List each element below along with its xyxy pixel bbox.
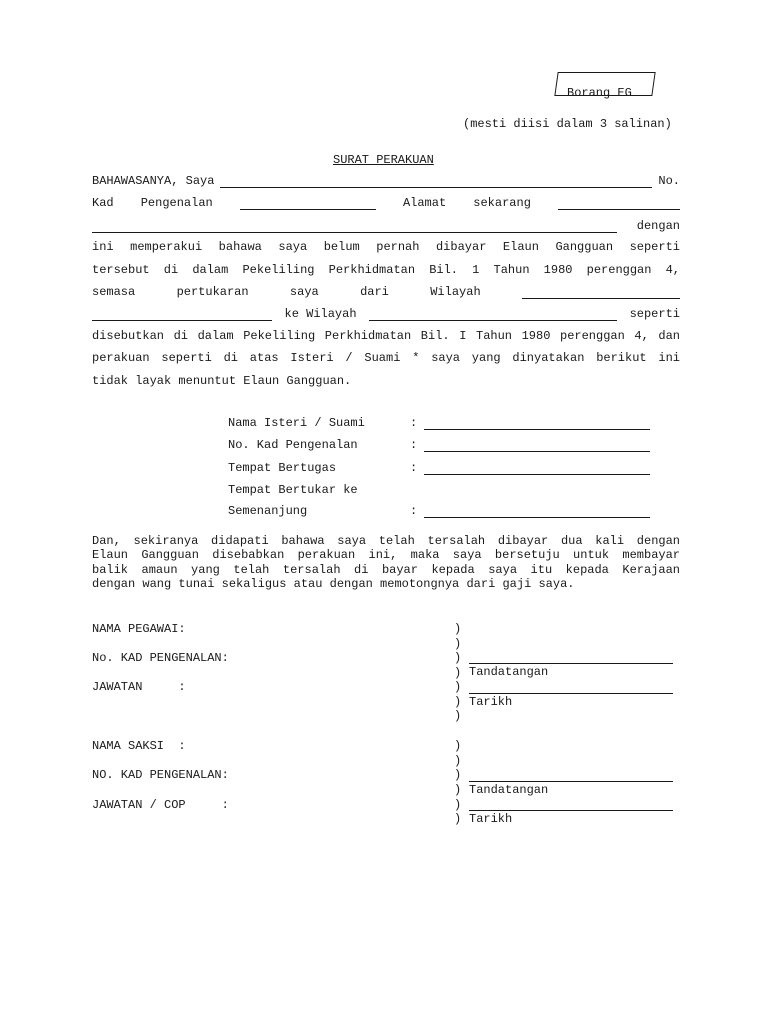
copies-note: (mesti diisi dalam 3 salinan) [463,117,672,131]
name-field[interactable] [220,175,652,188]
declaration-text: dari [360,285,389,299]
officer-post-label: JAWATAN : [92,680,186,694]
declaration-line-5: tersebut di dalam Pekeliling Perkhidmatan Bil. 1 Tahun 1980 perenggan 4, [92,263,680,277]
paren: ) [454,680,462,694]
witness-date-line[interactable] [469,809,673,811]
colon: : [410,461,418,475]
paren: ) [454,739,462,753]
declaration-line-9: perakuan seperti di atas Isteri / Suami * saya yang dinyatakan berikut ini [92,351,680,365]
spouse-ic-field[interactable] [424,450,650,452]
spouse-ic-label: No. Kad Pengenalan [228,438,358,452]
declaration-line-2 [92,196,680,210]
officer-signature-line[interactable] [469,662,673,664]
declaration-line-1 [92,174,680,188]
officer-ic-label: No. KAD PENGENALAN: [92,651,229,665]
colon: : [410,504,418,518]
declaration-text: No. [658,174,680,188]
declaration-line-7 [92,307,680,321]
declaration-text: ke Wilayah [284,307,357,321]
declaration-text: Kad [92,196,114,210]
witness-name-label: NAMA SAKSI : [92,739,186,753]
colon: : [410,438,418,452]
spouse-name-field[interactable] [424,428,650,430]
declaration-text: sekarang [473,196,531,210]
paren: ) [454,622,462,636]
witness-signature-label: Tandatangan [469,783,549,797]
paren: ) [454,754,462,768]
witness-ic-label: NO. KAD PENGENALAN: [92,768,229,782]
declaration-text: Pengenalan [140,196,213,210]
declaration-line-6 [92,285,680,299]
ic-number-field[interactable] [240,197,376,210]
declaration-line-8: disebutkan di dalam Pekeliling Perkhidmatan Bil. I Tahun 1980 perenggan 4, dan [92,329,680,343]
form-code: Borang EG [567,86,632,100]
paren: ) [454,695,462,709]
paren: ) [454,798,462,812]
paren: ) [454,666,462,680]
officer-date-line[interactable] [469,692,673,694]
declaration-text: semasa [92,285,136,299]
paren: ) [454,783,462,797]
declaration-text: Wilayah [430,285,481,299]
agreement-line-1: Dan, sekiranya didapati bahawa saya telah tersalah dibayar dua kali dengan [92,534,680,548]
spouse-transfer-field[interactable] [424,516,650,518]
spouse-transfer-label: Tempat Bertukar ke [228,483,358,497]
from-region-field[interactable] [522,286,680,299]
declaration-text: seperti [629,307,680,321]
witness-date-label: Tarikh [469,812,513,826]
declaration-line-4: ini memperakui bahawa saya belum pernah dibayar Elaun Gangguan seperti [92,240,680,254]
declaration-line-3 [92,219,680,233]
declaration-text: BAHAWASANYA, Saya [92,174,215,188]
declaration-text: saya [289,285,319,299]
declaration-text: dengan [636,219,680,233]
witness-signature-line[interactable] [469,780,673,782]
declaration-text: Alamat [402,196,447,210]
paren: ) [454,709,462,723]
spouse-name-label: Nama Isteri / Suami [228,416,365,430]
agreement-line-4: dengan wang tunai sekaligus atau dengan memotongnya dari gaji saya. [92,577,575,591]
paren: ) [454,768,462,782]
document-title: SURAT PERAKUAN [333,153,434,167]
address-field-continued[interactable] [92,220,617,233]
spouse-workplace-label: Tempat Bertugas [228,461,337,475]
witness-post-label: JAWATAN / COP : [92,798,229,812]
agreement-line-2: Elaun Gangguan disebabkan perakuan ini, maka saya bersetuju untuk membayar [92,548,680,562]
paren: ) [454,637,462,651]
officer-name-label: NAMA PEGAWAI: [92,622,186,636]
officer-signature-label: Tandatangan [469,665,549,679]
paren: ) [454,651,462,665]
to-region-field[interactable] [369,308,617,321]
spouse-transfer-label-2: Semenanjung [228,504,308,518]
from-region-field-continued[interactable] [92,308,272,321]
paren: ) [454,812,462,826]
declaration-line-10: tidak layak menuntut Elaun Gangguan. [92,374,352,388]
declaration-text: pertukaran [176,285,249,299]
agreement-line-3: balik amaun yang telah tersalah di bayar kepada saya itu kepada Kerajaan [92,563,680,577]
spouse-workplace-field[interactable] [424,473,650,475]
address-field[interactable] [558,197,680,210]
colon: : [410,416,418,430]
officer-date-label: Tarikh [469,695,513,709]
